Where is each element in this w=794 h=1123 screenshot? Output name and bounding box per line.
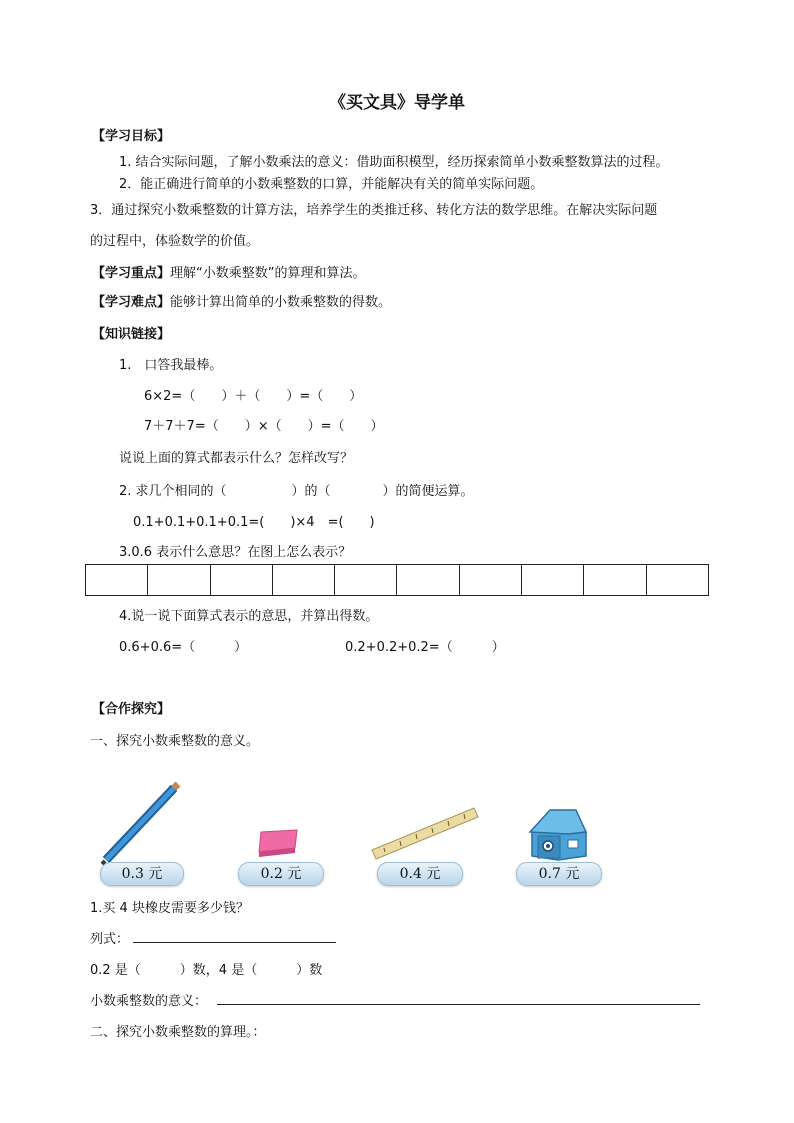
page-title: 《买文具》导学单 bbox=[329, 93, 465, 113]
eraser-image bbox=[255, 826, 300, 858]
objective-3-line1: 3．通过探究小数乘整数的计算方法，培养学生的类推迁移、转化方法的数学思维。在解决实际问题 bbox=[90, 203, 658, 218]
grid-cell bbox=[148, 565, 210, 595]
explore-q1: 1.买 4 块橡皮需要多少钱？ bbox=[90, 901, 249, 916]
knowledge-heading: 【知识链接】 bbox=[92, 327, 171, 342]
difficulty-heading: 【学习难点】 bbox=[92, 295, 171, 310]
price-tag-sharpener: 0.7 元 bbox=[516, 862, 602, 886]
grid-cell bbox=[86, 565, 148, 595]
grid-cell bbox=[335, 565, 397, 595]
knowledge-eq2: 7＋7＋7=（ ）×（ ）=（ ） bbox=[144, 419, 384, 434]
knowledge-q2-eq: 0.1+0.1+0.1+0.1=( )×4 =( ) bbox=[133, 515, 375, 530]
knowledge-q4: 4.说一说下面算式表示的意思，并算出得数。 bbox=[119, 609, 379, 624]
explore-heading: 【合作探究】 bbox=[92, 702, 171, 717]
formula-label: 列式： bbox=[90, 932, 130, 947]
meaning-label: 小数乘整数的意义： bbox=[90, 994, 208, 1009]
meaning-answer-line[interactable] bbox=[217, 1004, 700, 1005]
price-tag-eraser: 0.2 元 bbox=[238, 862, 324, 886]
pencil-image bbox=[100, 782, 185, 864]
explore-part2: 二、探究小数乘整数的算理。： bbox=[90, 1025, 266, 1040]
grid-cell bbox=[273, 565, 335, 595]
objective-2: 2．能正确进行简单的小数乘整数的口算，并能解决有关的简单实际问题。 bbox=[119, 177, 544, 192]
objectives-heading: 【学习目标】 bbox=[92, 129, 171, 144]
grid-cell bbox=[460, 565, 522, 595]
ruler-image bbox=[370, 806, 480, 864]
knowledge-q3: 3.0.6 表示什么意思？在图上怎么表示？ bbox=[119, 545, 352, 560]
grid-cell bbox=[584, 565, 646, 595]
knowledge-q2: 2. 求几个相同的（ ）的（ ）的简便运算。 bbox=[119, 484, 474, 499]
knowledge-q4-eq1: 0.6+0.6=（ ） bbox=[119, 640, 248, 655]
objective-1: 1. 结合实际问题，了解小数乘法的意义：借助面积模型，经历探索简单小数乘整数算法的过程。 bbox=[119, 155, 669, 170]
tenths-grid bbox=[85, 564, 709, 596]
sharpener-image bbox=[528, 808, 588, 863]
grid-cell bbox=[522, 565, 584, 595]
numbers-line: 0.2 是（ ）数，4 是（ ）数 bbox=[90, 963, 323, 978]
focus-text: 理解“小数乘整数”的算理和算法。 bbox=[170, 266, 366, 281]
difficulty-text: 能够计算出简单的小数乘整数的得数。 bbox=[170, 295, 392, 310]
focus-heading: 【学习重点】 bbox=[92, 266, 171, 281]
price-tag-ruler: 0.4 元 bbox=[377, 862, 463, 886]
grid-cell bbox=[647, 565, 708, 595]
grid-cell bbox=[397, 565, 459, 595]
knowledge-q1-note: 说说上面的算式都表示什么？怎样改写？ bbox=[119, 451, 354, 466]
formula-answer-line[interactable] bbox=[133, 942, 336, 943]
knowledge-q1: 1. 口答我最棒。 bbox=[119, 358, 223, 373]
objective-3-line2: 的过程中，体验数学的价值。 bbox=[90, 234, 260, 249]
grid-cell bbox=[211, 565, 273, 595]
price-tag-pencil: 0.3 元 bbox=[100, 862, 184, 886]
knowledge-eq1: 6×2=（ ）＋（ ）=（ ） bbox=[144, 389, 363, 404]
focus-row bbox=[92, 262, 366, 281]
knowledge-q4-eq2: 0.2+0.2+0.2=（ ） bbox=[345, 640, 505, 655]
difficulty-row bbox=[92, 291, 391, 310]
explore-part1: 一、探究小数乘整数的意义。 bbox=[90, 734, 260, 749]
